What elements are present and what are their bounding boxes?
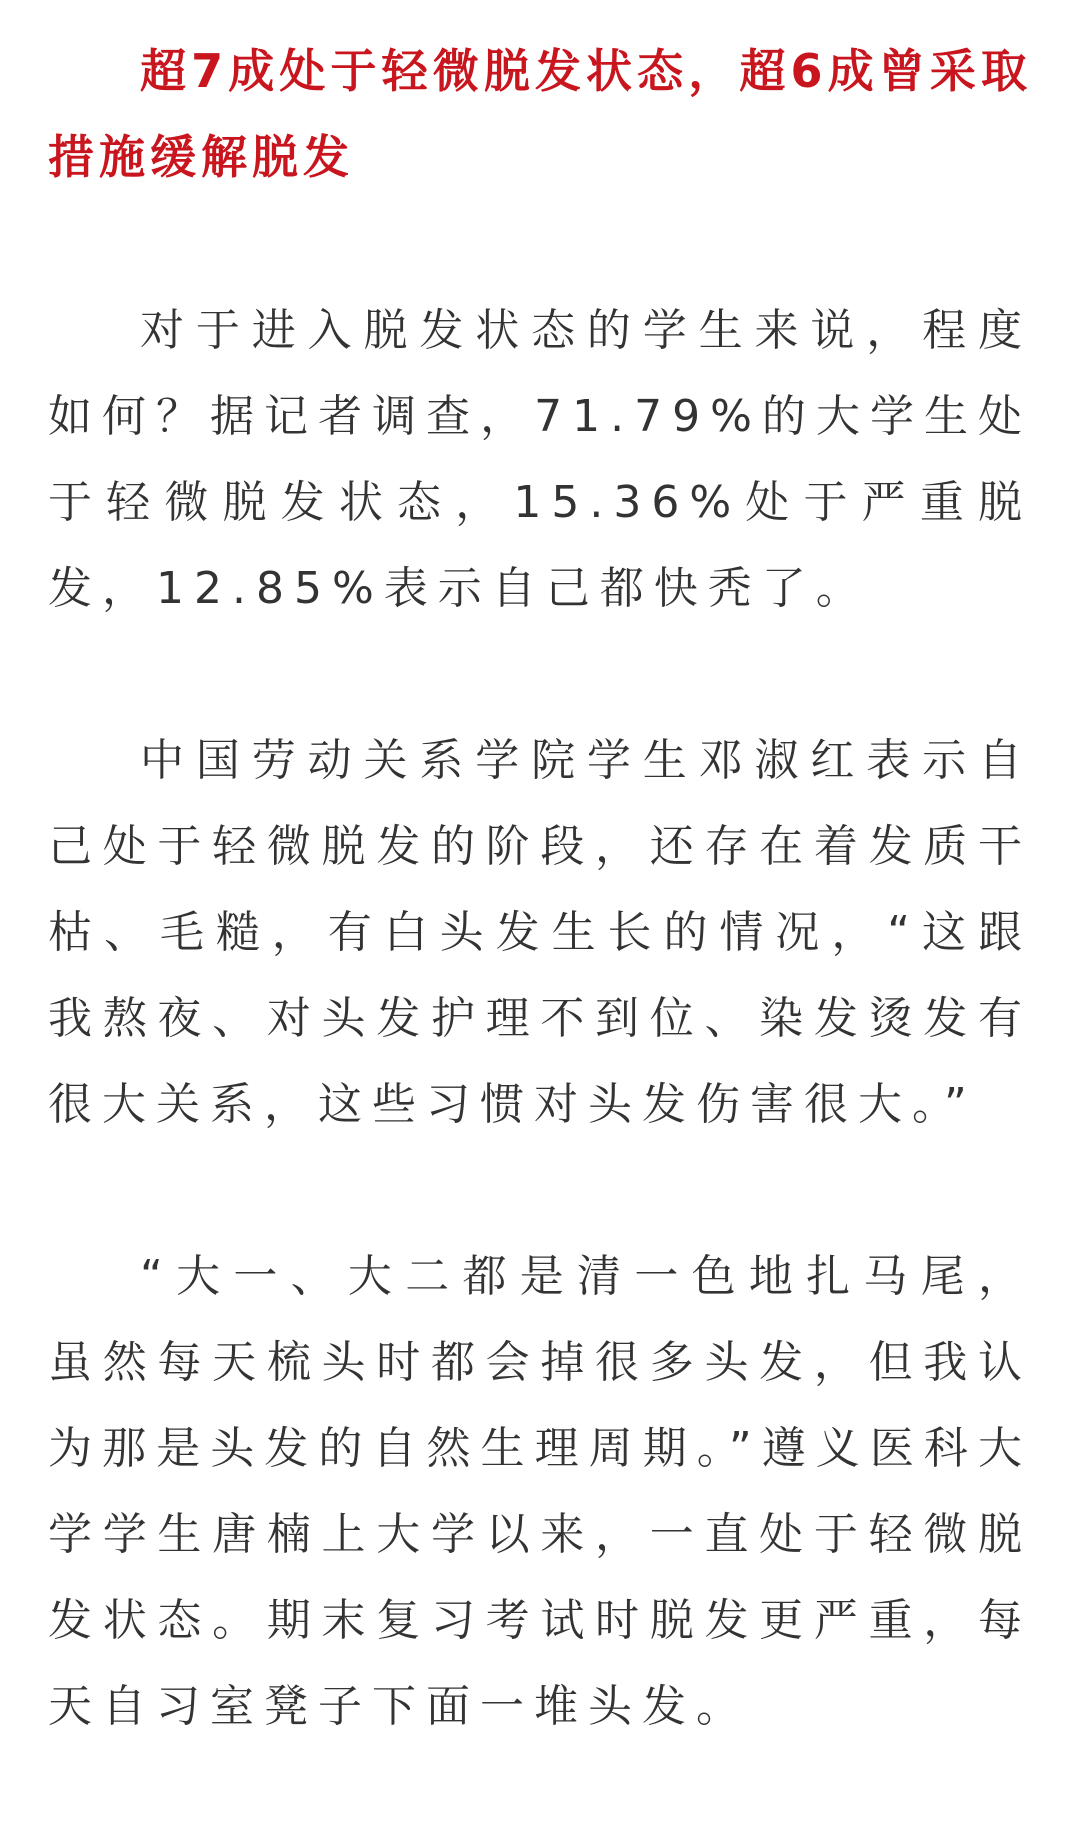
paragraph-deng-shuhong: 中国劳动关系学院学生邓淑红表示自己处于轻微脱发的阶段，还存在着发质干枯、毛糙，有白头发生长的情况，“这跟我熬夜、对头发护理不到位、染发烫发有很大关系，这些习惯对头发伤害很大。” — [48, 735, 1032, 1130]
section-headline: 超7成处于轻微脱发状态，超6成曾采取措施缓解脱发 — [48, 44, 1032, 184]
paragraph-tang-nan: “大一、大二都是清一色地扎马尾，虽然每天梳头时都会掉很多头发，但我认为那是头发的自然生理周期。”遵义医科大学学生唐楠上大学以来，一直处于轻微脱发状态。期末复习考试时脱发更严重，每天自习室凳子下面一堆头发。 — [48, 1251, 1032, 1732]
article-body — [48, 28, 1032, 1836]
paragraph-survey-results: 对于进入脱发状态的学生来说，程度如何？据记者调查，71.79%的大学生处于轻微脱发状态，15.36%处于严重脱发，12.85%表示自己都快秃了。 — [48, 305, 1032, 614]
